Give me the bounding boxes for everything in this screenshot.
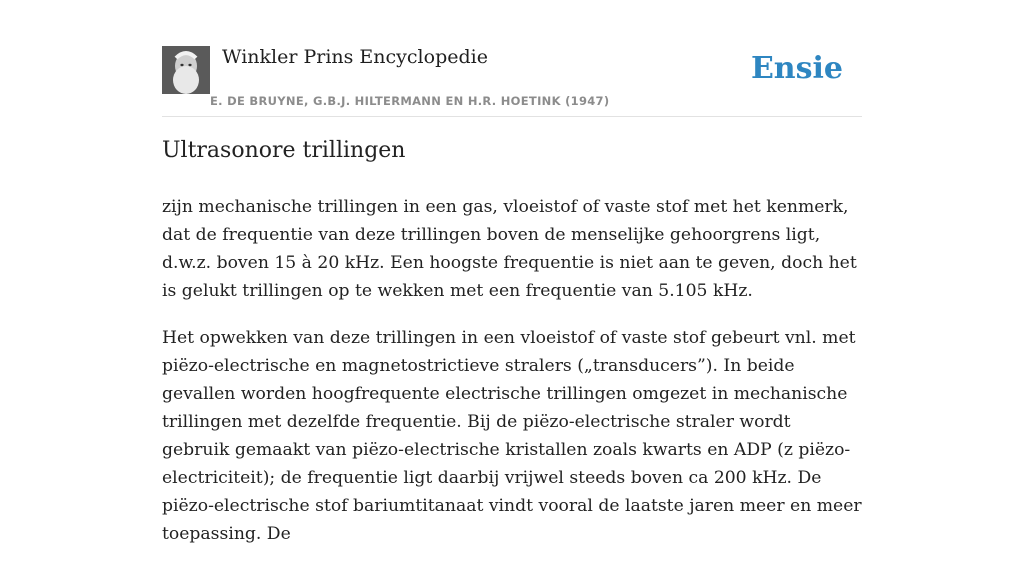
article-paragraph: Het opwekken van deze trillingen in een vloeistof of vaste stof gebeurt vnl. met piëzo-electrische en magnetostrictieve stralers („transducers”). In beide gevallen worden hoogfrequente electrische trillingen omgezet in mechanische trillingen met dezelfde frequentie. Bij de piëzo-electrische straler wordt gebruik gemaakt van piëzo-electrische kristallen zoals kwarts en ADP (z piëzo-electriciteit); de frequentie ligt daarbij vrijwel steeds boven ca 200 kHz. De piëzo-electrische stof bariumtitanaat vindt vooral de laatste jaren meer en meer toepassing. De bbox=[162, 328, 862, 544]
ensie-logo[interactable]: Ensie bbox=[750, 51, 843, 86]
author-portrait-icon[interactable] bbox=[162, 46, 210, 94]
publication-authors: E. DE BRUYNE, G.B.J. HILTERMANN EN H.R. HOETINK (1947) bbox=[210, 94, 610, 108]
article-body bbox=[162, 193, 862, 567]
article-paragraph: zijn mechanische trillingen in een gas, vloeistof of vaste stof met het kenmerk, dat de frequentie van deze trillingen boven de menselijke gehoorgrens ligt, d.w.z. boven 15 à 20 kHz. Een hoogste frequentie is niet aan te geven, doch het is gelukt trillingen op te wekken met een frequentie van 5.105 kHz. bbox=[162, 197, 857, 301]
publication-title[interactable]: Winkler Prins Encyclopedie bbox=[222, 46, 488, 68]
article-title: Ultrasonore trillingen bbox=[162, 138, 406, 163]
site-header bbox=[162, 46, 862, 117]
